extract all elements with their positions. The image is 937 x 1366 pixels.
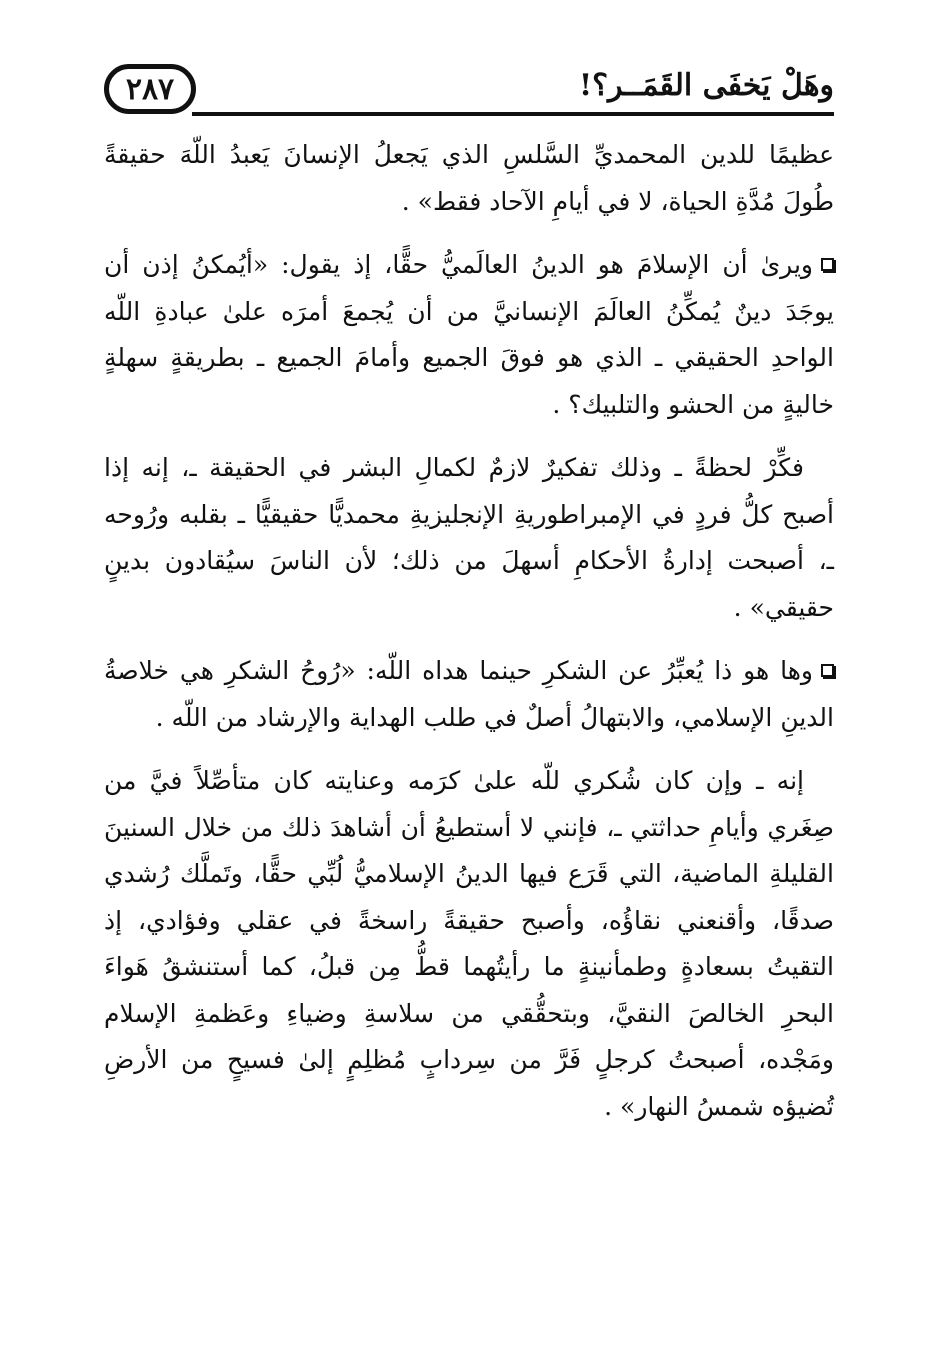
paragraph-quote-universal-religion <box>104 242 834 428</box>
paragraph-text: إنه ـ وإن كان شُكري للّه علىٰ كرَمه وعنايته كان متأصِّلاً فيَّ من صِغَري وأيامِ حداثتي ـ، فإنني لا أستطيعُ أن أشاهدَ ذلك من خلال السنينَ القليلةِ الماضية، التي قَرَع فيها الدينُ الإسلاميُّ لُبِّي حقًّا، وتَملَّك رُشدي صدقًا، وأقنعني نقاؤُه، وأصبح حقيقةً راسخةً في عقلي وفؤادي، إذ التقيتُ بسعادةٍ وطمأنينةٍ ما رأيتُهما قطُّ مِن قبلُ، كما أستنشقُ هَواءَ البحرِ الخالصَ النقيَّ، وبتحقُّقي من سلاسةِ وضياءِ وعَظمةِ الإسلام ومَجْده، أصبحتُ كرجلٍ فَرَّ من سِردابٍ مُظلِمٍ إلىٰ فسيحٍ من الأرضِ تُضيؤه شمسُ النهار» . <box>104 766 834 1121</box>
paragraph-gratitude-detail <box>104 758 834 1130</box>
paragraph-quote-gratitude <box>104 648 834 741</box>
square-bullet-icon <box>821 664 834 677</box>
page-header <box>104 64 834 124</box>
running-title: وهَلْ يَخفَى القَمَــر؟! <box>578 68 834 103</box>
paragraph-continuation <box>104 132 834 225</box>
paragraph-text: ويرىٰ أن الإسلامَ هو الدينُ العالَميُّ حقًّا، إذ يقول: «أيُمكنُ إذن أن يوجَدَ دينٌ يُمكِّنُ العالَمَ الإنسانيَّ من أن يُجمعَ أمرَه علىٰ عبادةِ اللّه الواحدِ الحقيقي ـ الذي هو فوقَ الجميع وأمامَ الجميع ـ بطريقةٍ سهلةٍ خاليةٍ من الحشو والتلبيك؟ . <box>104 250 834 419</box>
body-text <box>104 132 834 1130</box>
header-rule <box>192 112 834 116</box>
paragraph-think-moment <box>104 445 834 631</box>
page-number: ٢٨٧ <box>104 64 196 114</box>
paragraph-text: فكِّرْ لحظةً ـ وذلك تفكيرٌ لازمٌ لكمالِ البشر في الحقيقة ـ، إنه إذا أصبح كلُّ فردٍ في الإمبراطوريةِ الإنجليزيةِ محمديًّا حقيقيًّا ـ بقلبه ورُوحه ـ، أصبحت إدارةُ الأحكامِ أسهلَ من ذلك؛ لأن الناسَ سيُقادون بدينٍ حقيقي» . <box>104 453 834 622</box>
paragraph-text: وها هو ذا يُعبِّرُ عن الشكرِ حينما هداه اللّه: «رُوحُ الشكرِ هي خلاصةُ الدينِ الإسلامي، والابتهالُ أصلٌ في طلب الهداية والإرشاد من اللّه . <box>104 656 834 732</box>
paragraph-text: عظيمًا للدين المحمديِّ السَّلسِ الذي يَجعلُ الإنسانَ يَعبدُ اللّهَ حقيقةً طُولَ مُدَّةِ الحياة، لا في أيامِ الآحاد فقط» . <box>104 140 834 216</box>
square-bullet-icon <box>821 258 834 271</box>
